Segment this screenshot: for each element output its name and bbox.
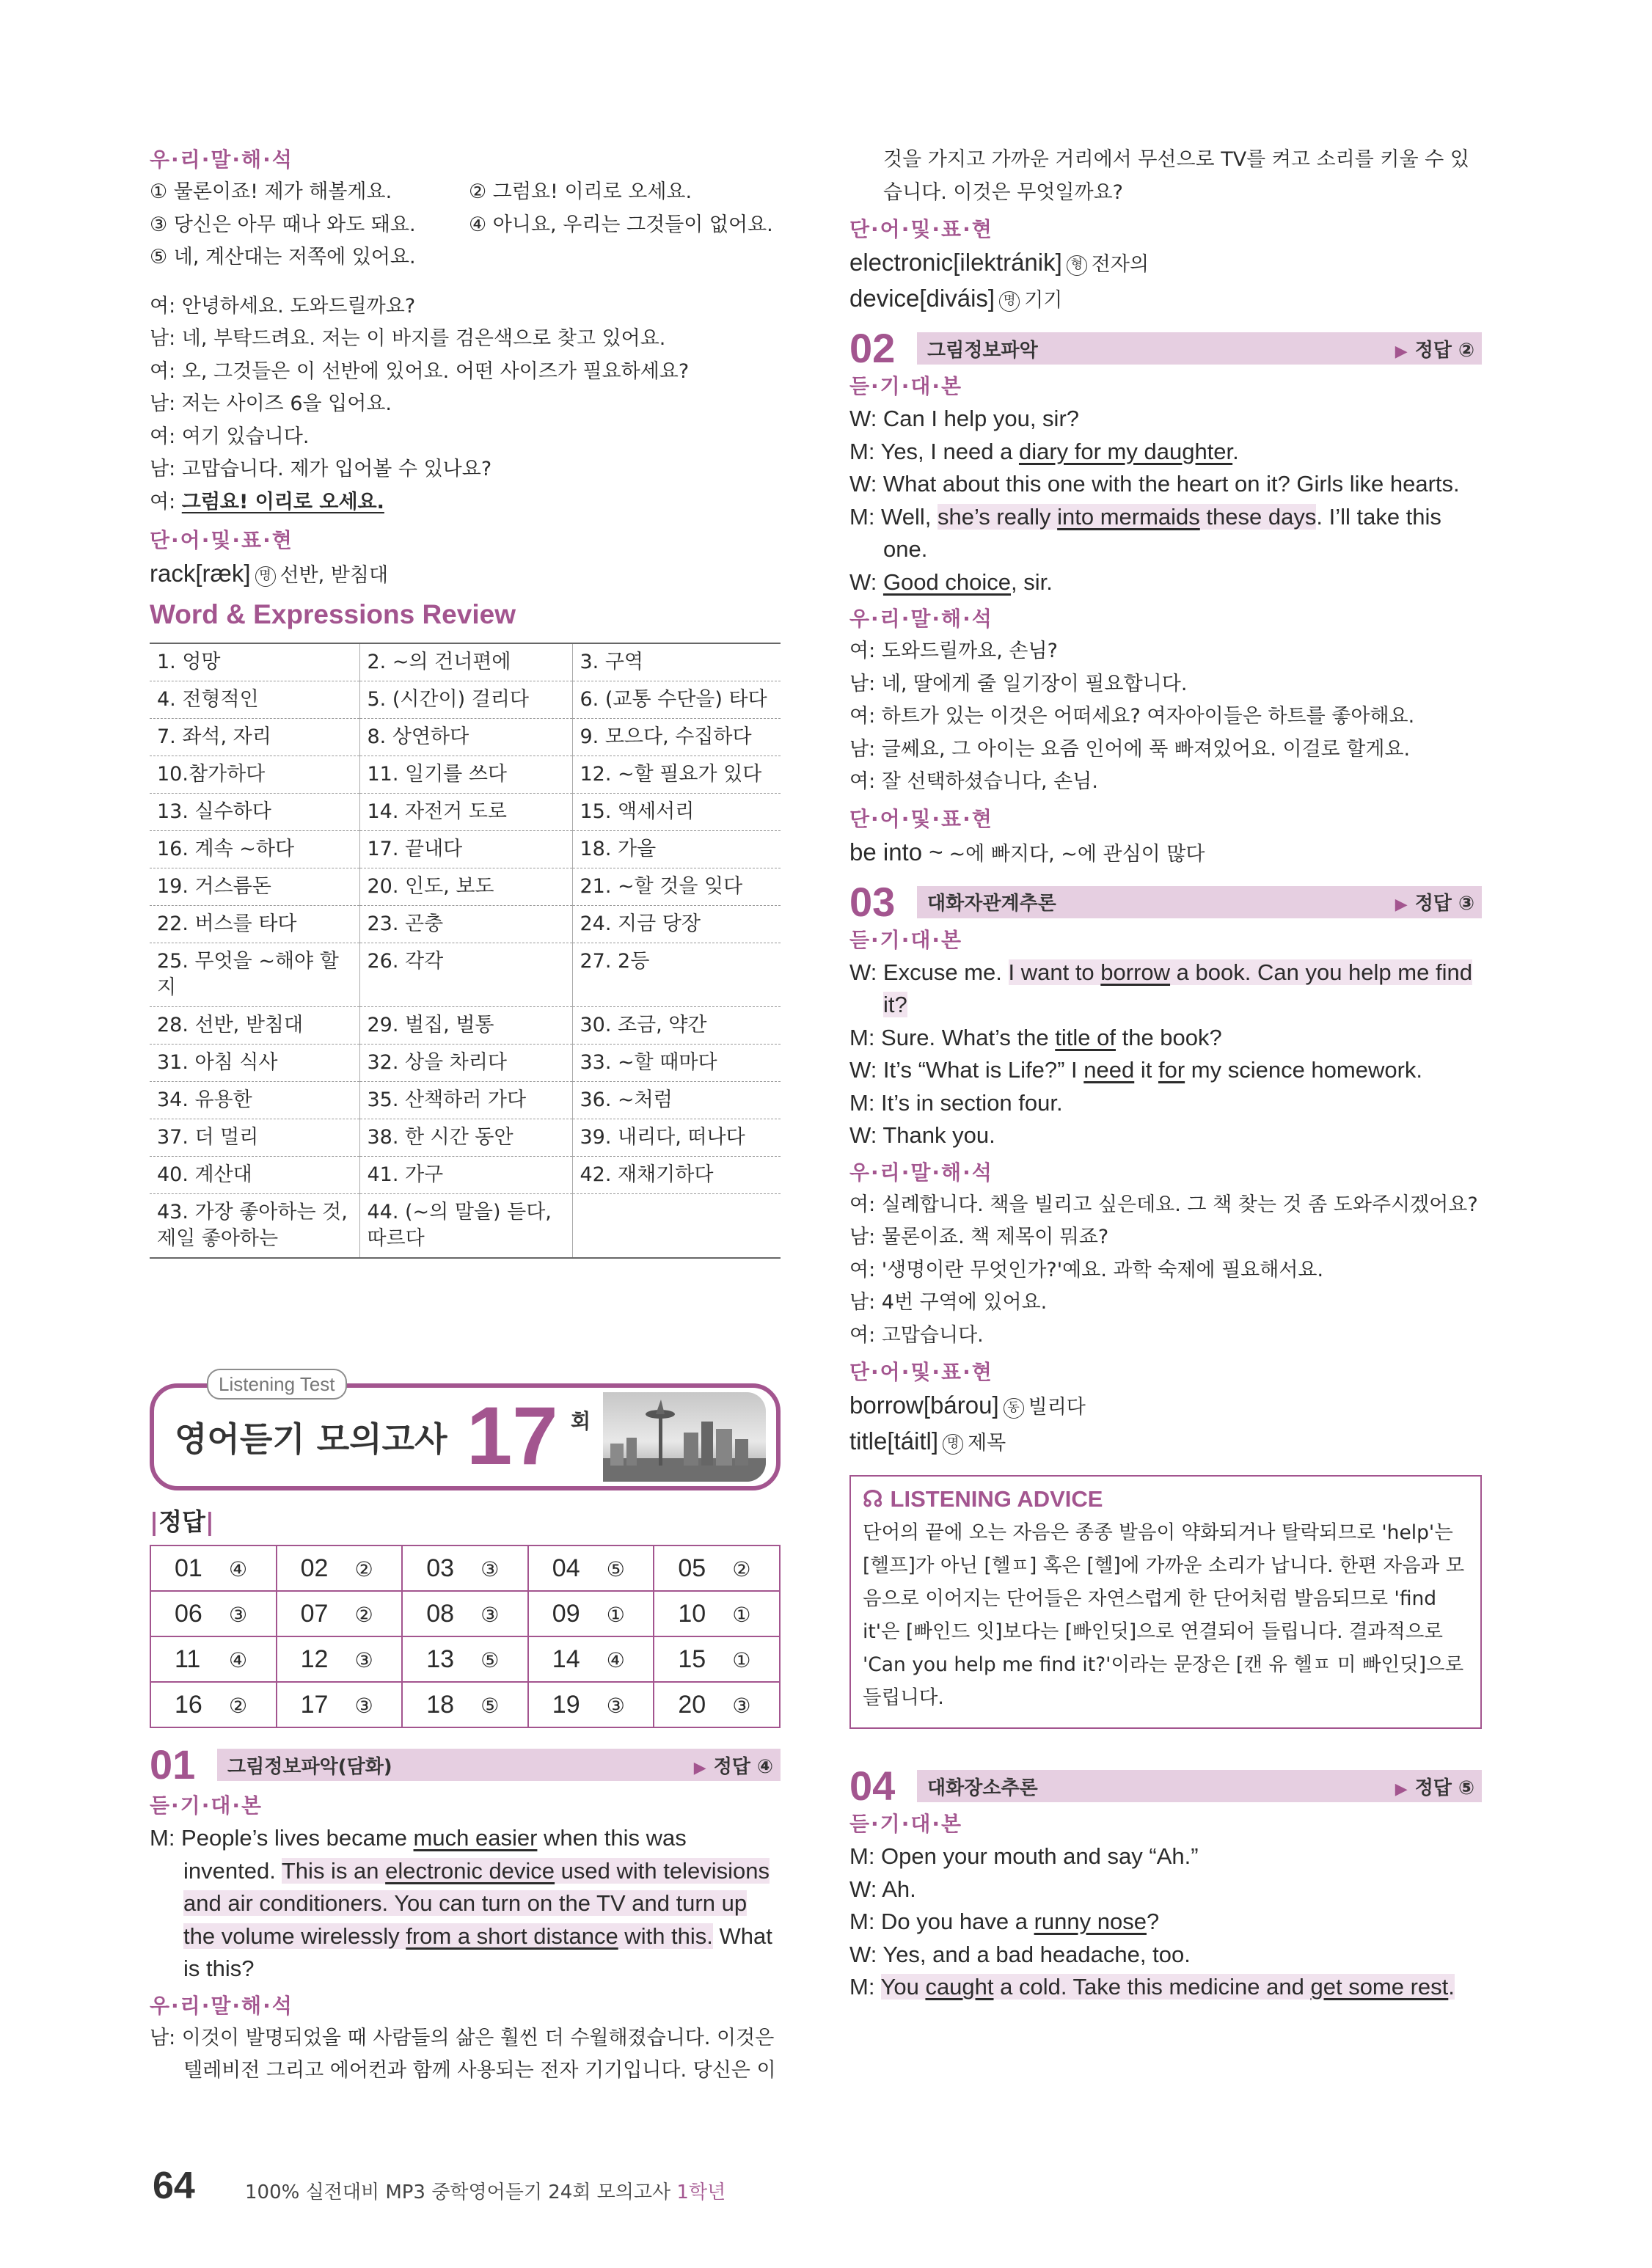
question-type: 대화장소추론 [927,1777,1038,1799]
answer-cell [402,1636,528,1682]
review-row [150,756,781,794]
answer-cell [277,1636,403,1682]
answer-cell [528,1545,654,1591]
review-cell: 11. 일기를 쓰다 [359,756,572,794]
choice-1: ① 물론이죠! 제가 해볼게요. [150,180,392,203]
section-heading: 우·리·말·해·석 [849,1160,993,1185]
vocab-entry: be into ~ ~에 빠지다, ~에 관심이 많다 [849,838,1205,866]
part-of-speech-mark: 명 [999,291,1020,312]
review-row [150,906,781,943]
review-cell: 5. (시간이) 걸리다 [359,681,572,719]
book-title: 100% 실전대비 MP3 중학영어듣기 24회 모의고사 1학년 [245,2181,726,2203]
answer-question-number: 11 [175,1645,201,1673]
script-dialogue [849,403,1482,599]
answer-question-number: 09 [552,1599,580,1628]
answer-choice: ③ [229,1602,248,1627]
answer-question-number: 12 [300,1645,329,1673]
section-heading: 단·어·및·표·현 [849,1360,993,1384]
choice-2: ② 그럼요! 이리로 오세요. [469,180,692,203]
review-cell: 15. 액세서리 [572,794,781,831]
review-cell: 8. 상연하다 [359,719,572,756]
review-row [150,1119,781,1157]
script-line: W: What about this one with the heart on it? Girls like hearts. [849,471,1460,497]
review-cell: 13. 실수하다 [150,794,359,831]
review-cell: 10.참가하다 [150,756,359,794]
vocab-entry: device[diváis] 명 기기 [849,285,1063,312]
script-line: M: Yes, I need a diary for my daughter. [849,438,1239,464]
answer-cell [528,1591,654,1636]
answer-row [150,1636,780,1682]
section-heading: 단·어·및·표·현 [849,806,993,831]
section-heading: 듣·기·대·본 [849,927,963,952]
dialogue-line: 여: 그럼요! 이리로 오세요. [150,490,384,513]
answer-choices [150,176,781,274]
review-cell: 37. 더 멀리 [150,1119,359,1157]
answer-question-number: 07 [300,1599,329,1628]
answer-choice: ③ [732,1693,751,1718]
answer-choice: ③ [354,1693,373,1718]
review-cell: 9. 모으다, 수집하다 [572,719,781,756]
answer-cell [150,1636,277,1682]
translation: 여: 실례합니다. 책을 빌리고 싶은데요. 그 책 찾는 것 좀 도와주시겠어요? 남: 물론이죠. 책 제목이 뭐죠? 여: '생명이란 무엇인가?'예요. 과학 숙제에 필요해서요. 남: 4번 구역에 있어요. 여: 고맙습니다. [849,1193,1478,1347]
vocab-entry: rack[ræk] 명 선반, 받침대 [150,560,389,587]
triangle-icon: ▶ [1395,896,1408,914]
banner-title: 영어듣기 모의고사 [175,1419,447,1459]
choice-5: ⑤ 네, 계산대는 저쪽에 있어요. [150,246,416,268]
answer-choice: ④ [229,1647,248,1672]
review-cell: 22. 버스를 타다 [150,906,359,943]
skyline-photo [603,1392,766,1482]
section-heading: 단·어·및·표·현 [849,217,993,241]
section-heading: 우·리·말·해·석 [849,607,993,631]
answer-cell [277,1545,403,1591]
script-line: W: It’s “What is Life?” I need it for my science homework. [849,1057,1423,1083]
script-monologue: M: People’s lives became much easier when this was invented. This is an electronic device used with televisions and air conditioners. You can turn on the TV and turn up the volume wirelessly from a short distance with this. What is this? [150,1825,772,1981]
dialogue-line: 여: 안녕하세요. 도와드릴까요? [150,294,416,318]
question-header-02 [849,325,1482,371]
review-row [150,1045,781,1082]
test-number: 17 [467,1390,558,1482]
review-cell: 6. (교통 수단을) 타다 [572,681,781,719]
answer-question-number: 05 [678,1554,706,1582]
review-cell: 29. 벌집, 벌통 [359,1007,572,1045]
triangle-icon: ▶ [1395,342,1408,361]
answer-cell [402,1591,528,1636]
part-of-speech-mark: 형 [1067,255,1087,276]
answer-key-table [150,1545,781,1728]
review-row [150,719,781,756]
section-heading: 듣·기·대·본 [849,374,963,398]
review-row [150,1157,781,1194]
answer-row [150,1682,780,1727]
review-cell: 27. 2등 [572,943,781,1007]
question-header-04 [849,1763,1482,1809]
answer-question-number: 02 [300,1554,329,1582]
answer-question-number: 18 [426,1690,455,1719]
vocab-entry: borrow[bárou] 동 빌리다 [849,1391,1086,1419]
answer-cell [654,1636,780,1682]
review-cell: 36. ~처럼 [572,1082,781,1119]
review-row [150,643,781,681]
vocab-entry: title[táitl] 명 제목 [849,1427,1006,1455]
translation: 남: 이것이 발명되었을 때 사람들의 삶은 훨씬 더 수월해졌습니다. 이것은 텔레비전 그리고 에어컨과 함께 사용되는 전자 기기입니다. 당신은 이 [150,2026,776,2082]
script-line: W: Can I help you, sir? [849,406,1080,431]
answer-cell [277,1682,403,1727]
section-heading: 듣·기·대·본 [150,1793,263,1818]
review-cell: 30. 조금, 약간 [572,1007,781,1045]
review-cell [572,1194,781,1259]
answer-choice: ③ [480,1556,500,1581]
answer-question-number: 15 [678,1645,706,1673]
answer-choice: ③ [480,1602,500,1627]
script-line: M: Sure. What’s the title of the book? [849,1024,1222,1050]
review-cell: 32. 상을 차리다 [359,1045,572,1082]
answer-cell [150,1545,277,1591]
script-line: W: Good choice, sir. [849,568,1053,595]
review-cell: 23. 곤충 [359,906,572,943]
review-cell: 18. 가을 [572,831,781,868]
banner-tag: Listening Test [207,1369,347,1400]
review-cell: 44. (~의 말을) 듣다, 따르다 [359,1194,572,1259]
answer-question-number: 16 [175,1690,202,1719]
question-type-bar [917,332,1482,365]
answer-cell [277,1591,403,1636]
answer-question-number: 08 [426,1599,455,1628]
review-cell: 20. 인도, 보도 [359,868,572,906]
review-cell: 35. 산책하러 가다 [359,1082,572,1119]
page-number: 64 [153,2165,195,2207]
answer-cell [150,1591,277,1636]
review-cell: 7. 좌석, 자리 [150,719,359,756]
answer-choice: ③ [354,1647,373,1672]
answer-row [150,1591,780,1636]
dialogue-line: 남: 고맙습니다. 제가 입어볼 수 있나요? [150,458,492,480]
answer-choice: ② [229,1693,248,1718]
review-row [150,1007,781,1045]
part-of-speech-mark: 명 [943,1434,963,1455]
question-number: 01 [150,1741,196,1788]
answer-cell [150,1682,277,1727]
answer-choice: ① [732,1647,751,1672]
answer-choice: ④ [229,1556,248,1581]
dialogue-line: 여: 오, 그것들은 이 선반에 있어요. 어떤 사이즈가 필요하세요? [150,359,690,383]
triangle-icon: ▶ [693,1758,706,1777]
answer-choice: ⑤ [480,1647,500,1672]
answer-question-number: 01 [175,1554,202,1582]
question-type-bar [917,1770,1482,1802]
answer-cell [402,1682,528,1727]
listening-advice-box [849,1475,1482,1729]
answer-question-number: 19 [552,1690,580,1719]
review-cell: 26. 각각 [359,943,572,1007]
review-cell: 28. 선반, 받침대 [150,1007,359,1045]
question-type-bar [217,1749,781,1781]
dialogue-line: 남: 네, 부탁드려요. 저는 이 바지를 검은색으로 찾고 있어요. [150,327,666,350]
section-heading: 우·리·말·해·석 [150,147,293,172]
review-cell: 3. 구역 [572,643,781,681]
review-cell: 38. 한 시간 동안 [359,1119,572,1157]
review-row [150,868,781,906]
review-cell: 2. ~의 건너편에 [359,643,572,681]
korean-dialogue [150,290,781,519]
review-row [150,943,781,1007]
answer-question-number: 04 [552,1554,580,1582]
question-number: 02 [849,325,896,371]
answer-choice: ⑤ [606,1556,625,1581]
review-row [150,794,781,831]
review-cell: 24. 지금 당장 [572,906,781,943]
review-cell: 14. 자전거 도로 [359,794,572,831]
answer-choice: ⑤ [480,1693,500,1718]
question-answer: ▶ 정답 ⑤ [1395,1777,1474,1799]
answer-choice: ② [732,1556,751,1581]
review-table [150,643,781,1259]
answer-cell [528,1636,654,1682]
review-cell: 39. 내리다, 떠나다 [572,1119,781,1157]
answer-question-number: 13 [426,1645,455,1673]
section-heading: 우·리·말·해·석 [150,1993,293,2018]
question-number: 03 [849,878,896,925]
review-cell: 1. 엉망 [150,643,359,681]
page-footer [153,2164,726,2208]
answer-question-number: 06 [175,1599,202,1628]
answers-label: |정답| [150,1507,214,1536]
answer-question-number: 14 [552,1645,580,1673]
answer-choice: ③ [606,1693,625,1718]
script-line: W: Yes, and a bad headache, too. [849,1941,1191,1967]
answer-cell [654,1591,780,1636]
script-line: W: Ah. [849,1876,916,1902]
answer-choice: ① [606,1602,625,1627]
answer-question-number: 17 [300,1690,329,1719]
advice-title: ☊ LISTENING ADVICE [863,1486,1103,1512]
review-title: Word & Expressions Review [150,599,516,629]
review-cell: 21. ~할 것을 잊다 [572,868,781,906]
question-type: 대화자관계추론 [927,893,1056,915]
test-number-suffix: 회 [571,1409,591,1433]
choice-4: ④ 아니요, 우리는 그것들이 없어요. [469,213,773,236]
review-cell: 4. 전형적인 [150,681,359,719]
dialogue-line: 남: 저는 사이즈 6을 입어요. [150,392,392,415]
question-header-01 [150,1741,781,1788]
answer-cell [654,1682,780,1727]
script-dialogue [849,956,1482,1152]
review-cell: 43. 가장 좋아하는 것, 제일 좋아하는 [150,1194,359,1259]
left-column [150,144,781,2088]
question-answer: ▶ 정답 ③ [1395,893,1474,915]
script-line: W: Excuse me. I want to borrow a book. Can you help me find it? [849,959,1472,1017]
answer-choice: ① [732,1602,751,1627]
review-row [150,1082,781,1119]
part-of-speech-mark: 명 [255,566,276,587]
question-type-bar [917,886,1482,918]
review-cell: 42. 재채기하다 [572,1157,781,1194]
answer-question-number: 03 [426,1554,455,1582]
answer-cell [654,1545,780,1591]
review-cell: 16. 계속 ~하다 [150,831,359,868]
part-of-speech-mark: 동 [1004,1398,1024,1419]
advice-body: 단어의 끝에 오는 자음은 종종 발음이 약화되거나 탈락되므로 'help'는 [헬프]가 아닌 [헬ㅍ] 혹은 [헬]에 가까운 소리가 납니다. 한편 자음과 모음으로 이어지는 단어들은 자연스럽게 한 단어처럼 발음되므로 'find it'은 [빠인드 잇]보다는 [빠인딧]으로 연결되어 들립니다. 결과적으로 'Can you help me find it?'이라는 문장은 [캔 유 헬ㅍ 미 빠인딧]으로 들립니다. [863,1521,1465,1709]
review-cell: 41. 가구 [359,1157,572,1194]
review-cell: 17. 끝내다 [359,831,572,868]
question-header-03 [849,878,1482,925]
vocab-entry: electronic[ilektránik] 형 전자의 [849,249,1150,276]
script-line: M: Open your mouth and say “Ah.” [849,1843,1199,1869]
review-cell: 40. 계산대 [150,1157,359,1194]
script-line: M: It’s in section four. [849,1089,1063,1116]
translation-continued: 것을 가지고 가까운 거리에서 무선으로 TV를 켜고 소리를 키울 수 있습니다. 이것은 무엇일까요? [883,148,1469,204]
answer-cell [528,1682,654,1727]
review-row [150,1194,781,1259]
choice-3: ③ 당신은 아무 때나 와도 돼요. [150,213,416,236]
review-cell: 25. 무엇을 ~해야 할지 [150,943,359,1007]
question-answer: ▶ 정답 ④ [693,1755,773,1778]
review-cell: 12. ~할 필요가 있다 [572,756,781,794]
question-type: 그림정보파악 [927,339,1038,362]
answer-question-number: 10 [678,1599,706,1628]
script-line: M: Do you have a runny nose? [849,1909,1160,1934]
answer-choice: ② [354,1602,373,1627]
answer-question-number: 20 [678,1690,706,1719]
test-banner [150,1373,781,1490]
review-cell: 33. ~할 때마다 [572,1045,781,1082]
question-number: 04 [849,1763,896,1809]
right-column [849,144,1482,2004]
script-line: W: Thank you. [849,1122,995,1148]
script-line: M: Well, she’s really into mermaids these days. I’ll take this one. [849,503,1441,562]
ear-icon: ☊ [863,1486,883,1512]
answer-choice: ④ [606,1647,625,1672]
triangle-icon: ▶ [1395,1779,1408,1799]
review-row [150,681,781,719]
section-heading: 듣·기·대·본 [849,1812,963,1836]
answer-cell [402,1545,528,1591]
question-answer: ▶ 정답 ② [1395,339,1474,362]
answer-row [150,1545,780,1591]
answer-choice: ② [354,1556,373,1581]
script-line: M: You caught a cold. Take this medicine and get some rest. [849,1974,1455,2000]
script-dialogue [849,1840,1482,2004]
translation: 여: 도와드릴까요, 손님? 남: 네, 딸에게 줄 일기장이 필요합니다. 여: 하트가 있는 이것은 어떠세요? 여자아이들은 하트를 좋아해요. 남: 글쎄요, 그 아이는 요즘 인어에 푹 빠져있어요. 이걸로 할게요. 여: 잘 선택하셨습니다, 손님. [849,640,1415,793]
review-cell: 31. 아침 식사 [150,1045,359,1082]
review-cell: 34. 유용한 [150,1082,359,1119]
review-row [150,831,781,868]
section-heading: 단·어·및·표·현 [150,528,293,552]
dialogue-line: 여: 여기 있습니다. [150,425,310,448]
question-type: 그림정보파악(담화) [227,1755,392,1778]
review-cell: 19. 거스름돈 [150,868,359,906]
